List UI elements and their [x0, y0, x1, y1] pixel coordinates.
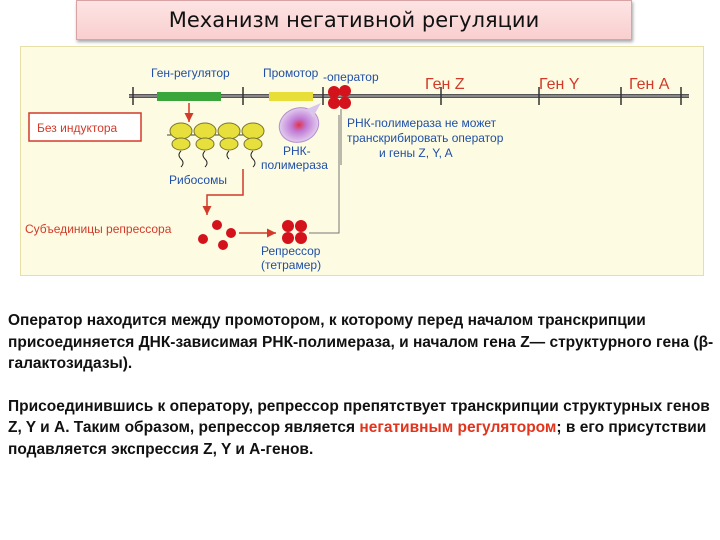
rna-pol-note-line2: транскрибировать оператор: [347, 131, 504, 145]
paragraph-1: Оператор находится между промотором, к которому перед началом транскрипции присоединяется ДНК-зависимая РНК-полимераза, и началом гена Z— структурного гена (β-галактозидазы).: [8, 312, 714, 372]
paragraph-2-start: Присоединившись к оператору, репрессор препятствует транскрипции структурных генов Z, Y и A. Таким образом, репрессор является: [8, 397, 710, 436]
negative-regulator-highlight: негативным регулятором: [359, 419, 557, 436]
promoter-label: Промотор: [263, 66, 319, 80]
rna-polymerase-label-line2: полимераза: [261, 158, 328, 172]
gene-z-label: Ген Z: [425, 76, 465, 93]
gene-y-label: Ген Y: [539, 76, 580, 93]
gene-regulator-label: Ген-регулятор: [151, 66, 230, 80]
ribosomes-icon: [167, 123, 264, 167]
rna-pol-note-line1: РНК-полимераза не может: [347, 116, 497, 130]
explanation-text: [8, 310, 714, 481]
rna-polymerase-icon: [274, 102, 323, 148]
rna-polymerase-label-line1: РНК-: [283, 144, 311, 158]
rna-pol-note-line3: и гены Z, Y, A: [379, 146, 453, 160]
repressor-label-line1: Репрессор: [261, 244, 321, 258]
promoter-segment: [269, 92, 313, 101]
operator-label: -оператор: [323, 70, 379, 84]
gene-regulator-segment: [157, 92, 221, 101]
paragraph-2-end: ; в его присутствии подавляется экспрессия Z, Y и A-генов.: [8, 419, 707, 458]
paragraph-2: [8, 396, 714, 461]
repressor-subunits-label: Субъединицы репрессора: [25, 222, 172, 236]
ribosomes-label: Рибосомы: [169, 173, 227, 187]
repressor-tetramer-icon: [282, 220, 307, 244]
no-inducer-label: Без индуктора: [37, 121, 118, 135]
gene-a-label: Ген A: [629, 76, 670, 93]
slide-title: Механизм негативной регуляции: [76, 0, 632, 40]
repressor-label-line2: (тетрамер): [261, 258, 322, 272]
repressor-subunits-icon: [198, 220, 236, 250]
operon-diagram: [20, 46, 704, 276]
